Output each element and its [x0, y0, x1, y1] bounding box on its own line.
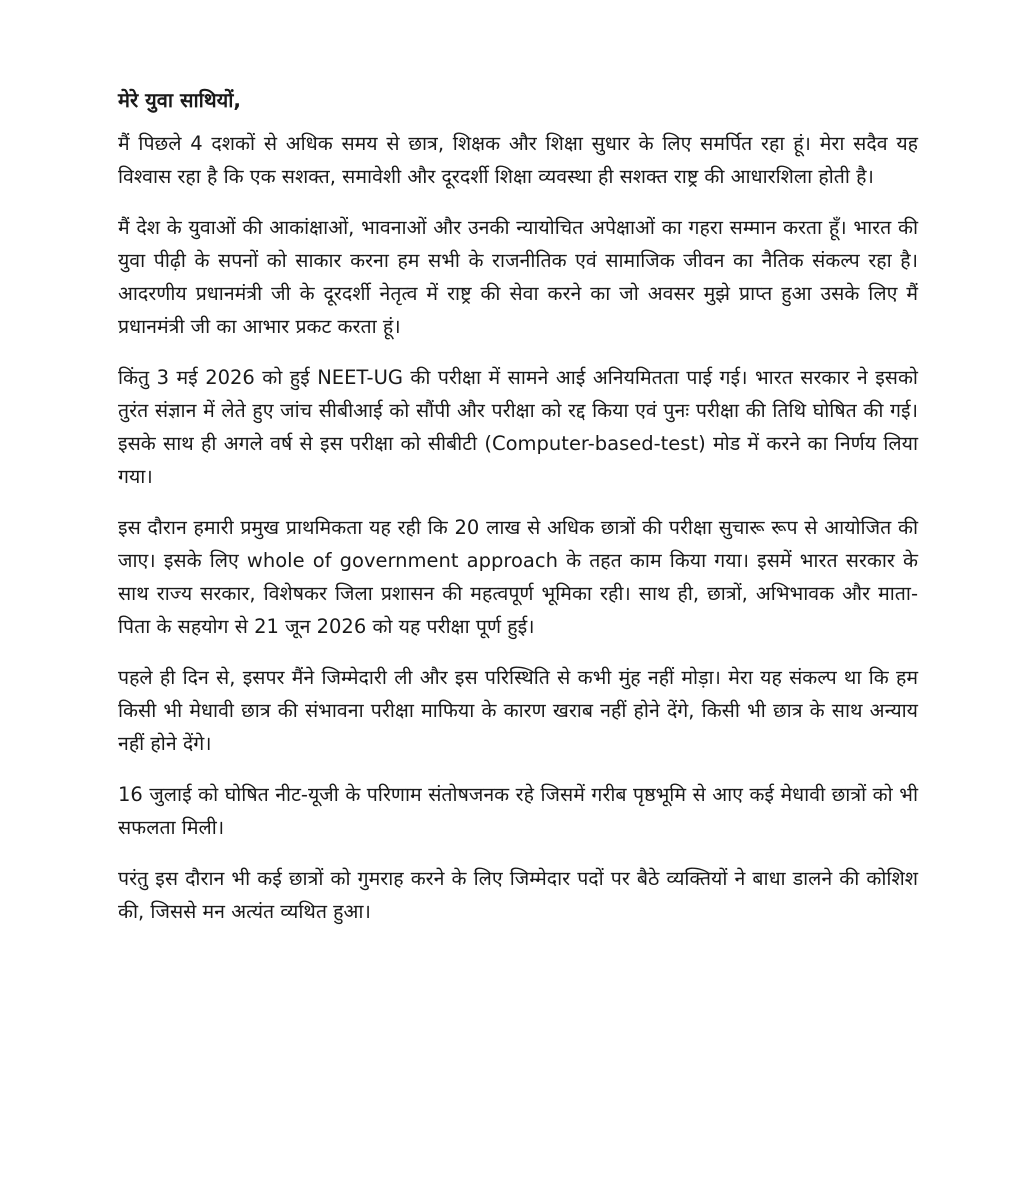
- letter-paragraph-2: मैं देश के युवाओं की आकांक्षाओं, भावनाओं और उनकी न्यायोचित अपेक्षाओं का गहरा सम्मान करता हूँ। भारत की युवा पीढ़ी के सपनों को साकार करना हम सभी के राजनीतिक एवं सामाजिक जीवन का नैतिक संकल्प रहा है। आदरणीय प्रधानमंत्री जी के दूरदर्शी नेतृत्व में राष्ट्र की सेवा करने का जो अवसर मुझे प्राप्त हुआ उसके लिए मैं प्रधानमंत्री जी का आभार प्रकट करता हूं।: [118, 216, 918, 338]
- letter-paragraph-4: इस दौरान हमारी प्रमुख प्राथमिकता यह रही कि 20 लाख से अधिक छात्रों की परीक्षा सुचारू रूप से आयोजित की जाए। इसके लिए whole of government approach के तहत काम किया गया। इसमें भारत सरकार के साथ राज्य सरकार, विशेषकर जिला प्रशासन की महत्वपूर्ण भूमिका रही। साथ ही, छात्रों, अभिभावक और माता-पिता के सहयोग से 21 जून 2026 को यह परीक्षा पूर्ण हुई।: [118, 516, 918, 638]
- letter-salutation: मेरे युवा साथियों,: [118, 88, 242, 112]
- letter-paragraph-5: पहले ही दिन से, इसपर मैंने जिम्मेदारी ली और इस परिस्थिति से कभी मुंह नहीं मोड़ा। मेरा यह संकल्प था कि हम किसी भी मेधावी छात्र की संभावना परीक्षा माफिया के कारण खराब नहीं होने देंगे, किसी भी छात्र के साथ अन्याय नहीं होने देंगे।: [118, 666, 918, 755]
- letter-paragraph-1: मैं पिछले 4 दशकों से अधिक समय से छात्र, शिक्षक और शिक्षा सुधार के लिए समर्पित रहा हूं। मेरा सदैव यह विश्वास रहा है कि एक सशक्त, समावेशी और दूरदर्शी शिक्षा व्यवस्था ही सशक्त राष्ट्र की आधारशिला होती है।: [118, 132, 918, 188]
- letter-paragraph-7: परंतु इस दौरान भी कई छात्रों को गुमराह करने के लिए जिम्मेदार पदों पर बैठे व्यक्तियों ने बाधा डालने की कोशिश की, जिससे मन अत्यंत व्यथित हुआ।: [118, 867, 918, 923]
- letter-page: [118, 84, 918, 946]
- letter-paragraph-6: 16 जुलाई को घोषित नीट-यूजी के परिणाम संतोषजनक रहे जिसमें गरीब पृष्ठभूमि से आए कई मेधावी छात्रों को भी सफलता मिली।: [118, 783, 918, 839]
- letter-paragraph-3: किंतु 3 मई 2026 को हुई NEET-UG की परीक्षा में सामने आई अनियमितता पाई गई। भारत सरकार ने इसको तुरंत संज्ञान में लेते हुए जांच सीबीआई को सौंपी और परीक्षा को रद्द किया एवं पुनः परीक्षा की तिथि घोषित की गई। इसके साथ ही अगले वर्ष से इस परीक्षा को सीबीटी (Computer-based-test) मोड में करने का निर्णय लिया गया।: [118, 366, 918, 488]
